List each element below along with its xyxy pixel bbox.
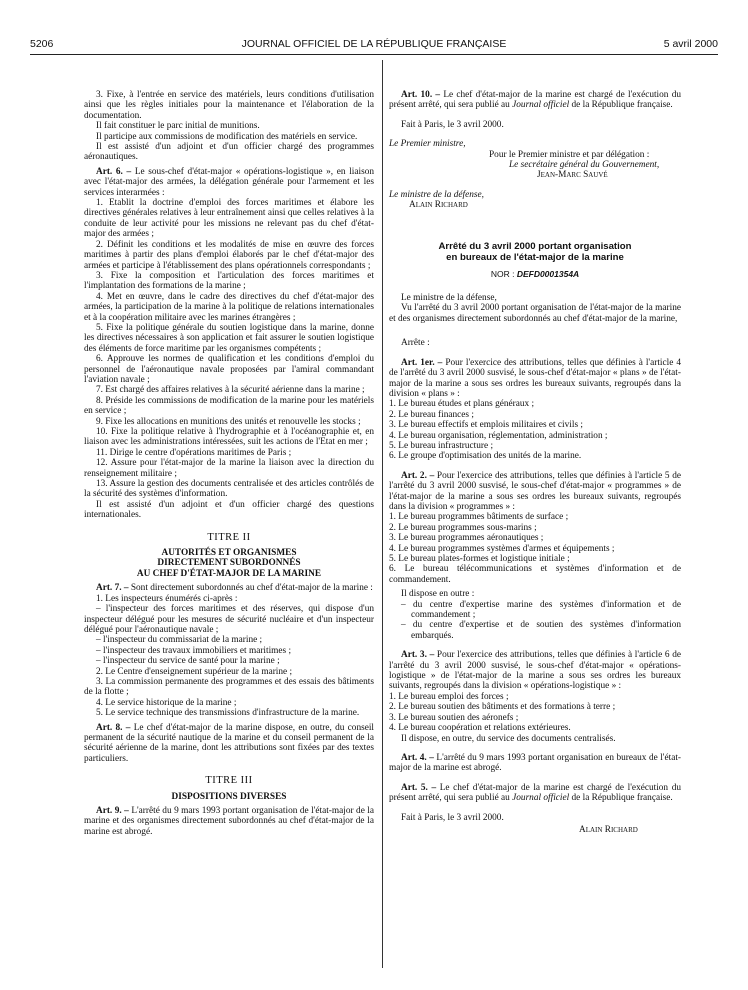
list-item: 1. Le bureau programmes bâtiments de surface ; [389, 512, 569, 523]
article-text: Le sous-chef d'état-major « opérations-logistique », en liaison avec l'état-major des armées, la délégation générale pour l'armement et les services interarmées : [84, 166, 374, 198]
section-heading: DIRECTEMENT SUBORDONNÉS [157, 558, 301, 569]
article-6 [84, 167, 374, 198]
titre-heading: TITRE III [205, 775, 253, 787]
paragraph: Il est assisté d'un adjoint et d'un officier chargé des questions internationales. [84, 499, 374, 521]
list-item: 3. Le bureau programmes aéronautiques ; [389, 533, 544, 544]
list-item: 3. Fixe la composition et l'articulation des forces maritimes et l'implantation des formations de la marine ; [84, 270, 374, 292]
section-heading: AU CHEF D'ÉTAT-MAJOR DE LA MARINE [136, 568, 322, 579]
list-item: 5. Le service technique des transmissions d'infrastructure de la marine. [96, 708, 360, 719]
article-text: Le chef d'état-major de la marine est chargé de l'exécution du présent arrêté, qui sera publié au [389, 782, 681, 804]
list-item: – du centre d'expertise et de soutien des systèmes d'information embarqués. [401, 620, 681, 641]
header-date: 5 avril 2000 [663, 38, 718, 50]
right-column [389, 90, 681, 835]
article-text: de la République française. [569, 793, 673, 804]
list-item: 7. Est chargé des affaires relatives à la sécurité aérienne dans la marine ; [96, 385, 365, 396]
list-item: 3. Le bureau effectifs et emplois militaires et civils ; [389, 420, 583, 431]
signature-line: Pour le Premier ministre et par délégation : [489, 149, 650, 160]
list-item: 9. Fixe les allocations en munitions des unités et renouvelle les stocks ; [96, 416, 361, 427]
article-9 [84, 806, 374, 837]
list-item: 2. Le bureau finances ; [389, 409, 474, 420]
list-item: 3. Le bureau soutien des aéronefs ; [389, 712, 519, 723]
article-label: Art. 5. – [401, 782, 440, 793]
list-item: 8. Préside les commissions de modification de la marine pour les matériels en service ; [84, 395, 374, 417]
list-item: 3. La commission permanente des programmes et des essais des bâtiments de la flotte ; [84, 676, 374, 698]
article-10 [389, 90, 681, 111]
signature-line: Le Premier ministre, [389, 139, 466, 150]
paragraph: 3. Fixe, à l'entrée en service des matériels, leurs conditions d'utilisation ainsi que les règles initiales pour la maintenance et l'élaboration de la documentation. [84, 90, 374, 121]
list-item: – l'inspecteur du service de santé pour la marine ; [96, 656, 280, 667]
list-item: – du centre d'expertise marine des systèmes d'information et de commandement ; [401, 599, 681, 621]
article-label: Art. 8. – [96, 722, 134, 733]
paragraph: Il fait constituer le parc initial de munitions. [96, 121, 260, 132]
article-label: Art. 10. – [401, 90, 444, 100]
list-item: 4. Le bureau programmes systèmes d'armes et équipements ; [389, 543, 615, 554]
article-label: Art. 6. – [96, 166, 135, 177]
list-item: 4. Met en œuvre, dans le cadre des directives du chef d'état-major des armées, la participation de la marine à la politique de relations internationales et à la coopération militaire avec les marines étrangères ; [84, 291, 374, 323]
signatory-name: Jean-Marc Sauvé [537, 170, 608, 181]
list-item: – l'inspecteur du commissariat de la marine ; [96, 635, 263, 646]
article-label: Art. 9. – [96, 806, 132, 816]
list-item: 2. Le Centre d'enseignement supérieur de la marine ; [96, 666, 293, 677]
section-heading: DISPOSITIONS DIVERSES [171, 791, 287, 802]
article-8 [84, 723, 374, 765]
titre-heading: TITRE II [207, 531, 251, 543]
list-item: 5. Le bureau infrastructure ; [389, 440, 494, 451]
list-item: 13. Assure la gestion des documents centralisée et des articles contrôlés de la sécurité des systèmes d'information. [84, 479, 374, 500]
list-item: 4. Le service historique de la marine ; [96, 697, 237, 708]
article-text: Sont directement subordonnés au chef d'état-major de la marine : [130, 583, 373, 594]
article-label: Art. 7. – [96, 583, 131, 594]
article-2 [389, 471, 681, 513]
page-number: 5206 [30, 38, 54, 50]
signatory-name: Alain Richard [579, 824, 638, 835]
list-item: 6. Le groupe d'optimisation des unités de la marine. [389, 451, 582, 462]
signature-line: Le secrétaire général du Gouvernement, [509, 160, 660, 171]
article-text: L'arrêté du 9 mars 1993 portant organisation de l'état-major de la marine et des organismes directement subordonnés au chef d'état-major de la marine est abrogé. [84, 806, 375, 837]
list-item: 1. Les inspecteurs énumérés ci-après : [96, 593, 238, 604]
article-label: Art. 1er. – [401, 357, 446, 368]
article-7 [84, 583, 374, 593]
list-item: 4. Le bureau coopération et relations extérieures. [389, 723, 571, 734]
paragraph: Il dispose, en outre, du service des documents centralisés. [401, 733, 616, 744]
list-item: 5. Le bureau plates-formes et logistique initiale ; [389, 554, 570, 564]
list-item: – l'inspecteur des travaux immobiliers et maritimes ; [96, 645, 292, 656]
paragraph: Il est assisté d'un adjoint et d'un officier chargé des programmes aéronautiques. [84, 142, 374, 163]
article-label: Art. 2. – [401, 470, 437, 481]
list-item: 2. Définit les conditions et les modalités de mise en œuvre des forces maritimes à partir des plans d'emploi élaborés par le chef d'état-major des armées et participe à l'établissement des plans opérationnels correspondants ; [84, 239, 374, 271]
article-5 [389, 783, 681, 804]
article-text: Pour l'exercice des attributions, telles que définies à l'article 6 de l'arrêté du 3 avril 2000 susvisé, le sous-chef d'état-major « opérations-logistique » de l'état-major de la marine a sous ses ordres les bureaux suivants, regroupés dans la division « opérations-logistique » : [389, 650, 681, 692]
list-item: – l'inspecteur des forces maritimes et des réserves, qui dispose d'un inspecteur délégué pour les mesures de sécurité nucléaire et d'un inspecteur délégué pour l'aéronautique navale ; [84, 604, 374, 635]
article-4 [389, 753, 681, 774]
list-item: 2. Le bureau soutien des bâtiments et des formations à terre ; [389, 702, 616, 713]
journal-title: JOURNAL OFFICIEL DE LA RÉPUBLIQUE FRANÇAISE [241, 38, 507, 50]
article-text: Le chef d'état-major de la marine dispose, en outre, du conseil permanent de la sécurité nautique de la marine et du conseil permanent de la sécurité aérienne de la marine, dont les attributions sont fixées par des textes particuliers. [84, 722, 374, 764]
list-item: 12. Assure pour l'état-major de la marine la liaison avec la direction du renseignement militaire ; [84, 458, 374, 479]
place-date: Fait à Paris, le 3 avril 2000. [401, 119, 504, 130]
list-item: 5. Fixe la politique générale du soutien logistique dans la marine, donne les directives nécessaires à son application et fait assurer le soutien logistique des éléments de force maritime par les organismes compétents ; [84, 322, 374, 354]
article-label: Art. 4. – [401, 752, 437, 763]
list-item: 6. Le bureau télécommunications et systèmes d'information et de commandement. [389, 564, 681, 585]
article-1 [389, 358, 681, 400]
header-rule [30, 54, 718, 55]
article-text: L'arrêté du 9 mars 1993 portant organisation en bureaux de l'état-major de la marine est abrogé. [389, 752, 681, 774]
article-label: Art. 3. – [401, 650, 437, 661]
section-heading: AUTORITÉS ET ORGANISMES [161, 548, 297, 559]
list-item: 2. Le bureau programmes sous-marins ; [389, 522, 537, 533]
arrete-title: Arrêté du 3 avril 2000 portant organisation en bureaux de l'état-major de la marine [438, 240, 632, 263]
article-text: Pour l'exercice des attributions, telles que définies à l'article 5 de l'arrêté du 3 avril 2000 susvisé, le sous-chef d'état-major « programmes » de l'état-major de la marine a sous ses ordres les bureaux suivants, regroupés dans la division « programmes » : [389, 470, 681, 512]
signature-line: Le ministre de la défense, [389, 189, 484, 200]
list-item: 1. Le bureau études et plans généraux ; [389, 399, 535, 410]
paragraph: Il dispose en outre : [401, 589, 475, 600]
nor-reference: NOR : DEFD0001354A [490, 268, 580, 279]
article-3 [389, 650, 681, 692]
journal-ref: Journal officiel [512, 793, 570, 804]
page-header [30, 38, 718, 52]
list-item: 4. Le bureau organisation, réglementation, administration ; [389, 430, 608, 441]
place-date: Fait à Paris, le 3 avril 2000. [401, 812, 504, 823]
paragraph: Arrête : [401, 338, 430, 349]
article-text: de la République française. [569, 100, 673, 111]
paragraph: Le ministre de la défense, [401, 293, 497, 304]
list-item: 6. Approuve les normes de qualification et les conditions d'emploi du personnel de l'aéronautique navale proposées par l'amiral commandant l'aviation navale ; [84, 354, 374, 385]
left-column [84, 90, 374, 837]
list-item: 11. Dirige le centre d'opérations maritimes de Paris ; [96, 447, 292, 458]
list-item: 1. Etablit la doctrine d'emploi des forces maritimes et élabore les directives générales relatives à leur entraînement ainsi que celles relatives à la conduite de leur activité pour les missions ne relevant pas du chef d'état-major des armées ; [84, 198, 374, 240]
article-text: Le chef d'état-major de la marine est chargé de l'exécution du présent arrêté, qui sera publié au [389, 90, 681, 111]
paragraph: Il participe aux commissions de modification des matériels en service. [96, 131, 358, 142]
column-divider [382, 60, 383, 968]
list-item: 10. Fixe la politique relative à l'hydrographie et à l'océanographie et, en liaison avec les administrations intéressées, suit les actions de l'Etat en mer ; [84, 427, 374, 448]
list-item: 1. Le bureau emploi des forces ; [389, 691, 509, 702]
article-text: Pour l'exercice des attributions, telles que définies à l'article 4 de l'arrêté du 3 avril 2000 susvisé, le sous-chef d'état-major « plans » de l'état-major de la marine a sous ses ordres les bureaux suivants, regroupés dans la division « plans » : [389, 357, 681, 399]
journal-ref: Journal officiel [512, 100, 570, 111]
paragraph: Vu l'arrêté du 3 avril 2000 portant organisation de l'état-major de la marine et des organismes directement subordonnés au chef d'état-major de la marine, [389, 303, 681, 324]
signatory-name: Alain Richard [409, 200, 468, 211]
